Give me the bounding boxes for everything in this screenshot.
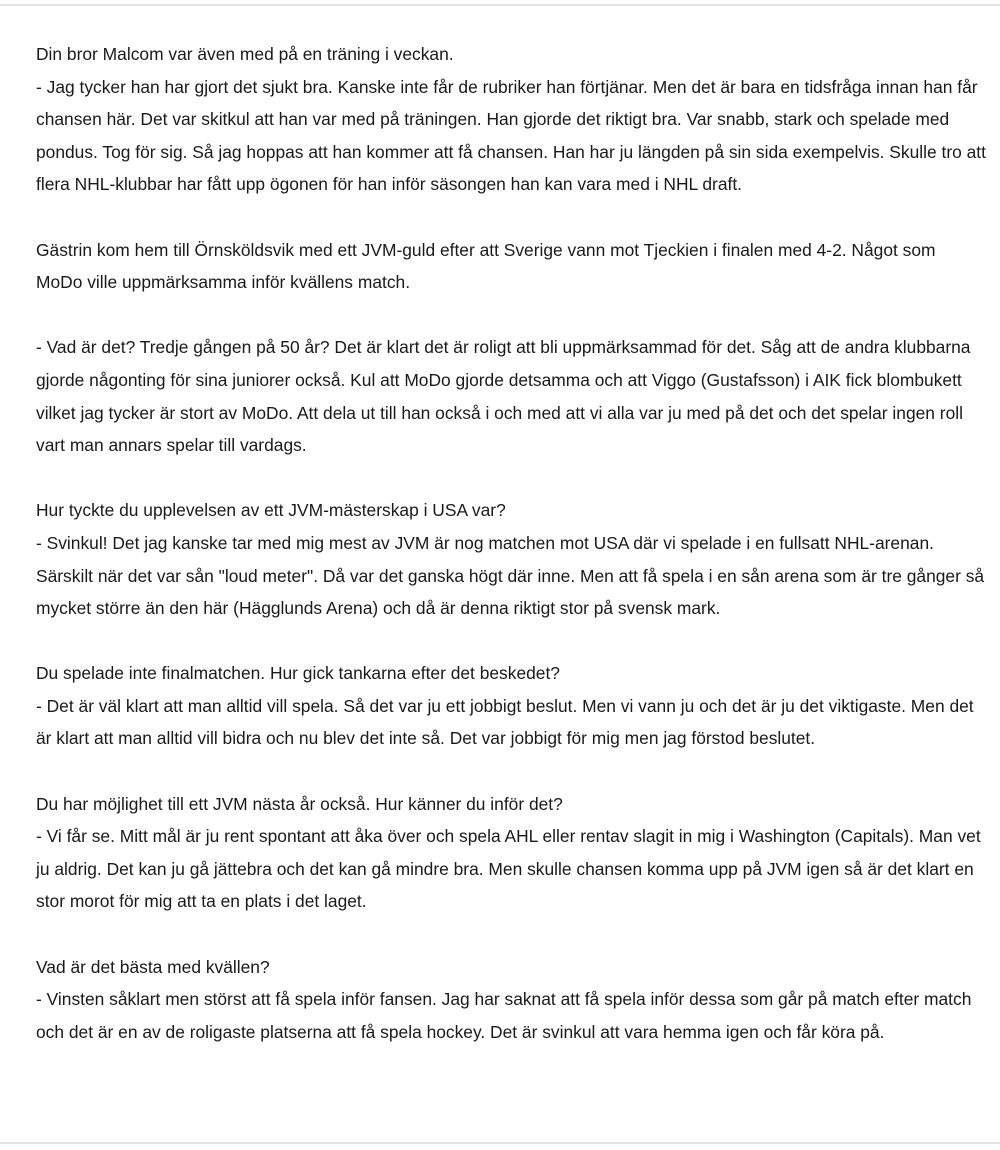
answer-text: - Det är väl klart att man alltid vill spela. Så det var ju ett jobbigt beslut. Men vi vann ju och det är ju det viktigaste. Men det är klart att man alltid vill bidra och nu blev det inte så. Det var jobbigt för mig men jag förstod beslutet. — [36, 695, 974, 749]
question-text: Din bror Malcom var även med på en träning i veckan. — [36, 44, 454, 64]
answer-text: - Vinsten såklart men störst att få spela inför fansen. Jag har saknat att få spela inför dessa som går på match efter match och det är en av de roligaste platserna att få spela hockey. Det är svinkul att vara hemma igen och får köra på. — [36, 989, 972, 1042]
paragraph-malcom — [36, 38, 986, 201]
top-divider — [0, 4, 1000, 6]
paragraph-final-match — [36, 657, 986, 755]
paragraph-recognition — [36, 331, 986, 461]
question-text: Vad är det bästa med kvällen? — [36, 956, 270, 977]
paragraph-next-year — [36, 788, 986, 918]
answer-text: - Vad är det? Tredje gången på 50 år? Det är klart det är roligt att bli uppmärksammad för det. Såg att de andra klubbarna gjorde någonting för sina juniorer också. Kul att MoDo gjorde detsamma och att Viggo (Gustafsson) i AIK fick blombukett vilket jag tycker är stort av MoDo. Att dela ut till han också i och med att vi alla var ju med på det och det spelar ingen roll vart man annars spelar till vardags. — [36, 337, 971, 456]
question-text: Du har möjlighet till ett JVM nästa år också. Hur känner du inför det? — [36, 793, 563, 814]
answer-text: - Jag tycker han har gjort det sjukt bra. Kanske inte får de rubriker han förtjänar. Men det är bara en tidsfråga innan han får chansen här. Det var skitkul att han var med på träningen. Han gjorde det riktigt bra. Var snabb, stark och spelade med pondus. Tog för sig. Så jag hoppas att han kommer att få chansen. Han har ju längden på sin sida exempelvis. Skulle tro att flera NHL-klubbar har fått upp ögonen för han inför säsongen han kan vara med i NHL draft. — [36, 76, 986, 195]
body-text: Gästrin kom hem till Örnsköldsvik med ett JVM-guld efter att Sverige vann mot Tjeckien i finalen med 4-2. Något som MoDo ville uppmärksamma inför kvällens match. — [36, 239, 936, 293]
question-text: Du spelade inte finalmatchen. Hur gick tankarna efter det beskedet? — [36, 663, 560, 684]
answer-text: - Vi får se. Mitt mål är ju rent spontant att åka över och spela AHL eller rentav slagit in mig i Washington (Capitals). Man vet ju aldrig. Det kan ju gå jättebra och det kan gå mindre bra. Men skulle chansen komma upp på JVM igen så är det klart en stor morot för mig att ta en plats i det laget. — [36, 826, 981, 912]
article-body — [36, 38, 986, 1048]
answer-text: - Svinkul! Det jag kanske tar med mig mest av JVM är nog matchen mot USA där vi spelade i en fullsatt NHL-arenan. Särskilt när det var sån "loud meter". Då var det ganska högt där inne. Men att få spela i en sån arena som är tre gånger så mycket större än den här (Hägglunds Arena) och då är denna riktigt stor på svensk mark. — [36, 532, 985, 619]
paragraph-jvm-gold — [36, 234, 986, 299]
paragraph-best-of-evening — [36, 951, 986, 1049]
bottom-divider — [0, 1142, 1000, 1144]
question-text: Hur tyckte du upplevelsen av ett JVM-mästerskap i USA var? — [36, 500, 506, 521]
paragraph-usa-experience — [36, 494, 986, 624]
